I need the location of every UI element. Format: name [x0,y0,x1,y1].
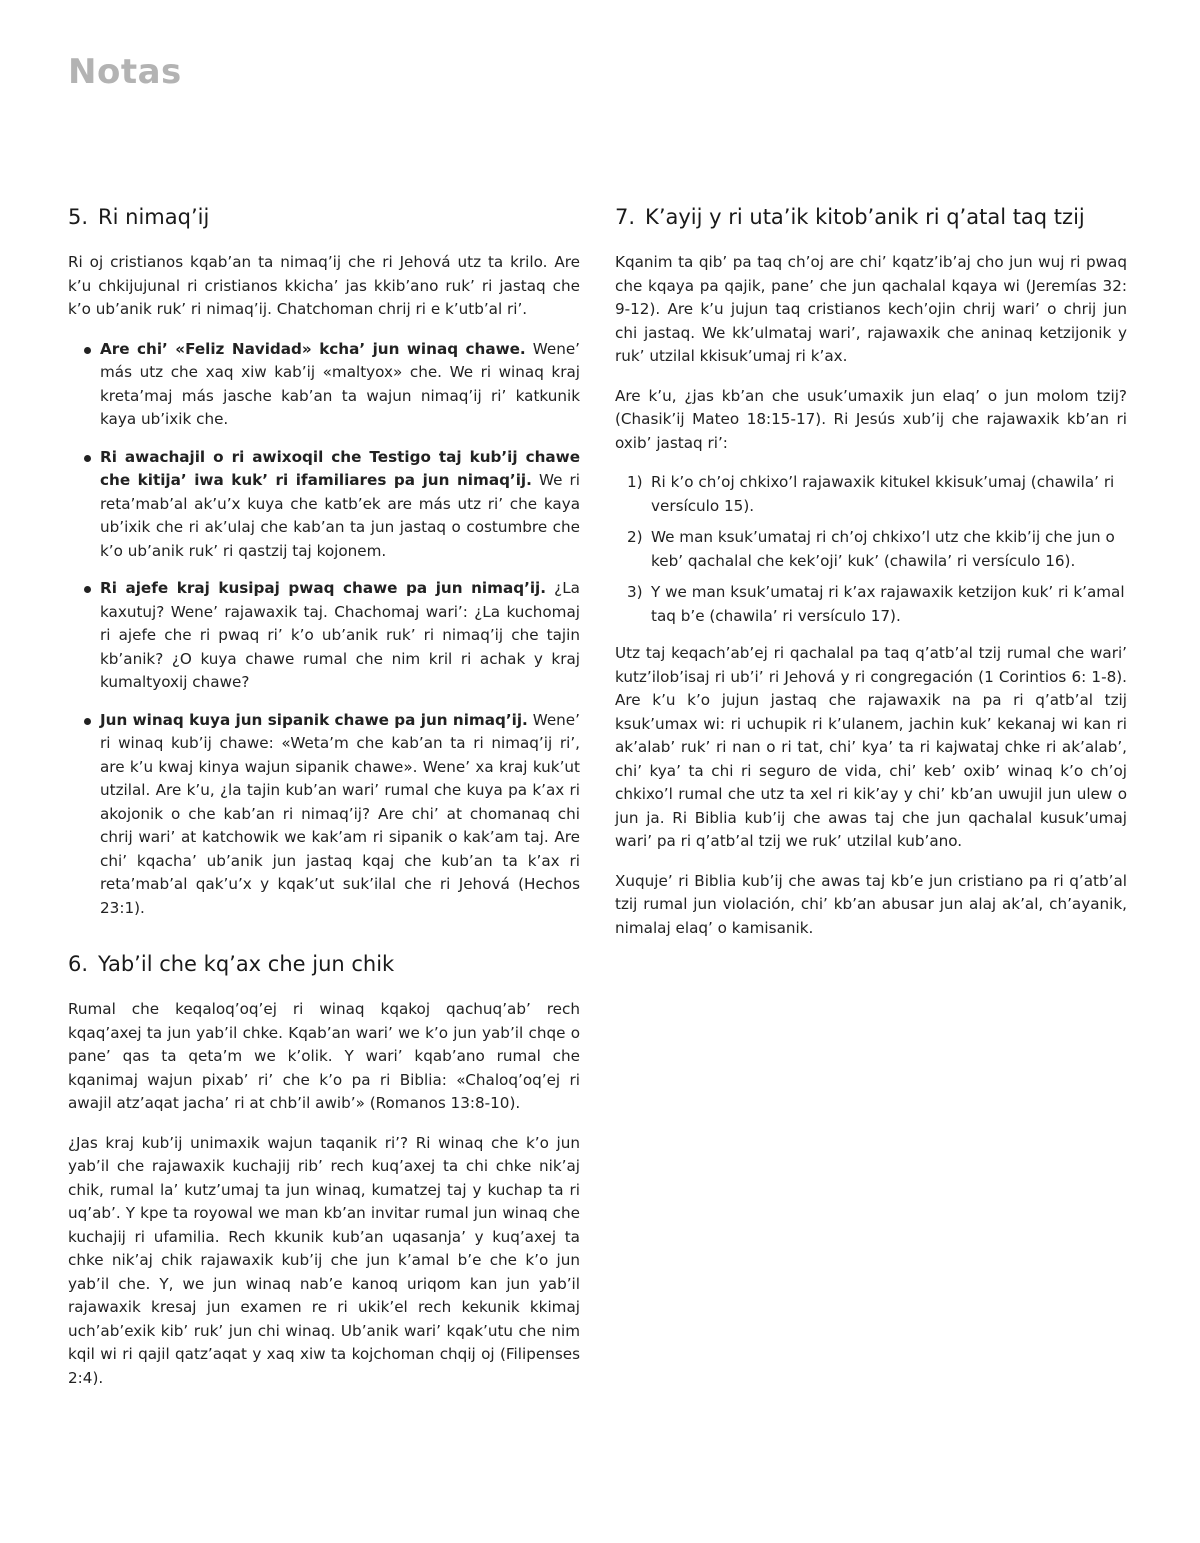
section-5-heading [68,203,580,231]
section-7-paragraph: Are k’u, ¿jas kb’an che usuk’umaxik jun elaq’ o jun molom tzij? (Chasik’ij Mateo 18:15-17). Ri Jesús xub’ij che rajawaxik kb’an ri oxib’ jastaq ri’: [615,386,1127,452]
section-7-paragraph: Kqanim ta qib’ pa taq ch’oj are chi’ kqatz’ib’aj cho jun wuj ri pwaq che kqaya pa qajik, pane’ che jun qachalal kqaya wi (Jeremías 32: 9-12). Are k’u jujun taq cristianos kech’ojin chrij wari’ o chrij jun chi jastaq. We kk’ulmataj wari’, rajawaxik che aninaq ketzijonik y ruk’ utzilal kkisuk’umaj ri k’ax. [615,253,1127,365]
bullet-lead: Are chi’ «Feliz Navidad» kcha’ jun winaq chawe. [100,339,526,358]
section-6-number: 6. [68,952,89,976]
page-title: Notas [68,52,182,92]
bullet-text: We ri reta’mab’al ak’u’x kuya che katb’ek are más utz ri’ che kaya ub’ixik che ri ak’ulaj che kab’an ta jun jastaq o costumbre che k’o ub’anik ruk’ ri qastzij taj kojonem. [100,471,580,560]
bullet-item [84,709,580,921]
section-6-paragraph: Rumal che keqaloq’oq’ej ri winaq kqakoj qachuq’ab’ rech kqaq’axej ta jun yab’il chke. Kqab’an wari’ we k’o jun yab’il chqe o pane’ qas ta qeta’m we k’olik. Y wari’ kqab’ano rumal che kqanimaj wajun pixab’ ri’ che k’o pa ri Biblia: «Chaloq’oq’ej ri awajil atz’aqat jacha’ ri at chb’il awib’» (Romanos 13:8-10). [68,1000,580,1112]
step-number: 2) [627,528,643,546]
section-5-title: Ri nimaq’ij [98,205,210,229]
step-item [627,581,1127,628]
section-5-bullet-list [68,338,580,921]
step-number: 3) [627,583,643,601]
bullet-item [84,338,580,432]
step-text: Y we man ksuk’umataj ri k’ax rajawaxik ketzijon kuk’ ri k’amal taq b’e (chawila’ ri versículo 17). [651,583,1125,625]
step-item [627,471,1127,518]
left-column [68,203,580,1420]
bullet-lead: Jun winaq kuya jun sipanik chawe pa jun nimaq’ij. [100,710,528,729]
section-7 [615,203,1127,940]
section-6-paragraph: ¿Jas kraj kub’ij unimaxik wajun taqanik ri’? Ri winaq che k’o jun yab’il che rajawaxik kuchajij rib’ rech kuq’axej ta chi chke nik’aj chik, rumal la’ kutz’umaj ta jun winaq, kumatzej taj y kuchap ta ri uq’ab’. Y kpe ta royowal we man kb’an invitar rumal jun winaq che kuchajij ri ufamilia. Rech kkunik kub’an uqasanja’ y kuq’axej ta chke nik’aj chik rajawaxik kub’ij che jun k’amal b’e che k’o jun yab’il che. Y, we jun winaq nab’e kanoq uriqom kan jun yab’il rajawaxik kresaj jun examen re ri ukik’el rech kekunik kkimaj uch’ab’exik kib’ ruk’ jun chi winaq. Ub’anik wari’ kqak’utu che nim kqil wi ri qajil qatz’aqat y xaq xiw ta kojchoman chqij oj (Filipenses 2:4). [68,1133,580,1387]
section-6-title: Yab’il che kq’ax che jun chik [98,952,395,976]
section-6-heading [68,950,580,978]
section-7-title: K’ayij y ri uta’ik kitob’anik ri q’atal taq tzij [645,205,1085,229]
bullet-text: Wene’ ri winaq kub’ij chawe: «Weta’m che kab’an ta ri nimaq’ij ri’, are k’u kwaj kinya wajun sipanik chawe». Wene’ xa kraj kuk’ut utzilal. Are k’u, ¿la tajin kub’an wari’ rumal che kuya pa k’ax ri akojonik o che kab’an ri nimaq’ij? Are chi’ at chomanaq chi chrij wari’ at katchowik we kak’am ri sipanik o kak’am taj. Are chi’ kqacha’ ub’anik jun jastaq kqaj che kub’an ta k’ax ri reta’mab’al qak’u’x y kqak’ut suk’ilal che ri Jehová (Hechos 23:1). [100,710,580,917]
section-7-paragraph: Utz taj keqach’ab’ej ri qachalal pa taq q’atb’al tzij rumal che wari’ kutz’ilob’isaj ri ub’i’ ri Jehová y ri congregación (1 Corintios 6: 1-8). Are k’u k’o jujun jastaq che rajawaxik na pa ri q’atb’al tzij ksuk’umax wi: ri uchupik ri k’ulanem, jachin kuk’ kekanaj wi kan ri ak’alab’ ruk’ ri nan o ri tat, chi’ kya’ ta ri kajwataj chke ri ak’alab’, chi’ kya’ ta chi ri seguro de vida, chi’ keb’ oxib’ winaq k’o ch’oj chkixo’l rumal che utz ta xel ri kik’ay y chi’ kb’an uwujil jun ulew o jun ja. Ri Biblia kub’ij che awas taj che jun qachalal kusuk’umaj wari’ pa ri q’atb’al tzij we ruk’ utzilal kub’ano. [615,644,1127,850]
bullet-text: Wene’ más utz che xaq xiw kab’ij «maltyox» che. We ri winaq kraj kreta’maj más jasche kab’an ta wajun nimaq’ij ri’ katkunik kaya ub’ixik che. [100,339,580,428]
section-7-heading [615,203,1127,231]
step-text: We man ksuk’umataj ri ch’oj chkixo’l utz che kkib’ij che jun o keb’ qachalal che kek’oji’ kuk’ (chawila’ ri versículo 16). [651,528,1115,570]
bullet-text: ¿La kaxutuj? Wene’ rajawaxik taj. Chachomaj wari’: ¿La kuchomaj ri ajefe che ri pwaq ri’ k’o ub’anik ruk’ ri nimaq’ij che tajin kb’anik? ¿O kuya chawe rumal che nim kril ri achak y kraj kumaltyoxij chawe? [100,579,580,691]
bullet-lead: Ri awachajil o ri awixoqil che Testigo taj kub’ij chawe che kitija’ iwa kuk’ ri ifamiliares pa jun nimaq’ij. [100,447,580,489]
step-item [627,526,1127,573]
section-5-number: 5. [68,205,89,229]
section-6 [68,950,580,1390]
bullet-lead: Ri ajefe kraj kusipaj pwaq chawe pa jun nimaq’ij. [100,579,547,597]
right-column [615,203,1127,970]
section-5 [68,203,580,920]
section-7-paragraph: Xuquje’ ri Biblia kub’ij che awas taj kb’e jun cristiano pa ri q’atb’al tzij rumal jun violación, chi’ kb’an abusar jun alaj ak’al, ch’ayanik, nimalaj elaq’ o kamisanik. [615,871,1127,937]
section-5-intro: Ri oj cristianos kqab’an ta nimaq’ij che ri Jehová utz ta krilo. Are k’u chkijujunal ri cristianos kkicha’ jas kkib’ano ruk’ ri jastaq che k’o ub’anik ruk’ ri nimaq’ij. Chatchoman chrij ri e k’utb’al ri’. [68,253,580,318]
step-text: Ri k’o ch’oj chkixo’l rajawaxik kitukel kkisuk’umaj (chawila’ ri versículo 15). [651,473,1115,515]
section-7-number: 7. [615,205,636,229]
section-7-steps-list [615,471,1127,628]
step-number: 1) [627,473,643,491]
bullet-item [84,446,580,564]
bullet-item [84,577,580,695]
